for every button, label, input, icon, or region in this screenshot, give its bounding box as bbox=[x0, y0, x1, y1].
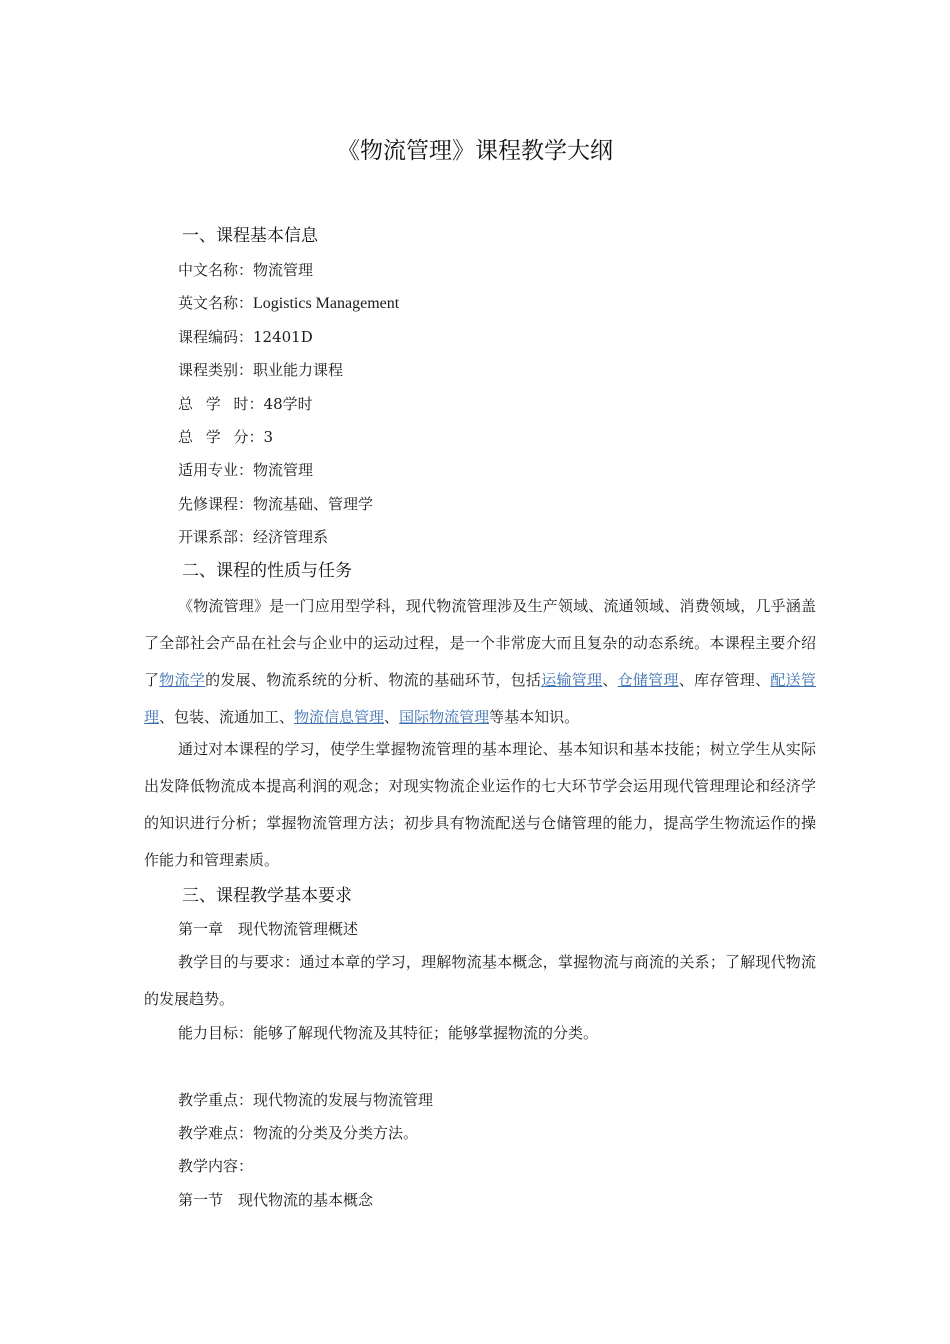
department: 开课系部：经济管理系 bbox=[178, 528, 329, 546]
total-credits bbox=[178, 426, 273, 448]
english-name-label: 英文名称： bbox=[178, 294, 254, 312]
section-heading-basic-info: 一、课程基本信息 bbox=[182, 226, 318, 246]
section-1-title: 第一节 现代物流的基本概念 bbox=[178, 1191, 374, 1209]
text-run: 的发展、物流系统的分析、物流的基础环节，包括 bbox=[205, 671, 542, 689]
text-run: 、 bbox=[602, 671, 618, 689]
english-name bbox=[178, 292, 399, 315]
course-category: 课程类别：职业能力课程 bbox=[178, 361, 344, 379]
applicable-major: 适用专业：物流管理 bbox=[178, 461, 314, 479]
ability-target: 能力目标：能够了解现代物流及其特征；能够掌握物流的分类。 bbox=[178, 1024, 599, 1042]
total-credits-label: 总 学 分： bbox=[178, 428, 264, 446]
nature-paragraph-2: 通过对本课程的学习，使学生掌握物流管理的基本理论、基本知识和基本技能；树立学生从实际出发降低物流成本提高利润的观念；对现实物流企业运作的七大环节学会运用现代管理理论和经济学的知识进行分析；掌握物流管理方法；初步具有物流配送与仓储管理的能力，提高学生物流运作的操作能力和管理素质。 bbox=[144, 740, 816, 869]
teaching-objectives: 教学目的与要求：通过本章的学习，理解物流基本概念，掌握物流与商流的关系；了解现代物流的发展趋势。 bbox=[144, 953, 816, 1008]
link-distribution-management[interactable]: 配送管理 bbox=[144, 671, 816, 726]
teaching-content-label: 教学内容： bbox=[178, 1157, 254, 1175]
link-logistics[interactable]: 物流学 bbox=[159, 671, 206, 689]
text-run: 等基本知识。 bbox=[489, 708, 580, 726]
link-transport-management[interactable]: 运输管理 bbox=[541, 671, 603, 689]
total-hours bbox=[178, 393, 313, 415]
chinese-name: 中文名称：物流管理 bbox=[178, 261, 314, 279]
text-run: 、包装、流通加工、 bbox=[159, 708, 295, 726]
nature-paragraph-1 bbox=[144, 588, 816, 736]
total-credits-value: 3 bbox=[263, 428, 274, 446]
course-code: 课程编码：12401D bbox=[178, 328, 313, 346]
prerequisites: 先修课程：物流基础、管理学 bbox=[178, 495, 374, 513]
teaching-focus: 教学重点：现代物流的发展与物流管理 bbox=[178, 1091, 434, 1109]
chapter-1-title: 第一章 现代物流管理概述 bbox=[178, 920, 359, 938]
section-heading-nature: 二、课程的性质与任务 bbox=[182, 561, 352, 581]
total-hours-label: 总 学 时： bbox=[178, 395, 264, 413]
link-warehouse-management[interactable]: 仓储管理 bbox=[617, 671, 679, 689]
english-name-value: Logistics Management bbox=[253, 295, 400, 312]
link-international-logistics-management[interactable]: 国际物流管理 bbox=[399, 708, 490, 726]
teaching-difficulty: 教学难点：物流的分类及分类方法。 bbox=[178, 1124, 419, 1142]
page-title: 《物流管理》课程教学大纲 bbox=[337, 138, 613, 164]
text-run: 、库存管理、 bbox=[678, 671, 771, 689]
section-heading-requirements: 三、课程教学基本要求 bbox=[182, 886, 352, 906]
text-run: 、 bbox=[384, 708, 400, 726]
total-hours-value: 48学时 bbox=[263, 395, 313, 413]
text-run: 《物流管理》是一门应用型学科，现代物流管理涉及生产领域、流通领域、消费领域，几乎涵盖了全部社会产品在社会与企业中的运动过程，是一个非常庞大而且复杂的动态系统。本课程主要介绍了 bbox=[144, 597, 816, 689]
link-logistics-information-management[interactable]: 物流信息管理 bbox=[294, 708, 385, 726]
